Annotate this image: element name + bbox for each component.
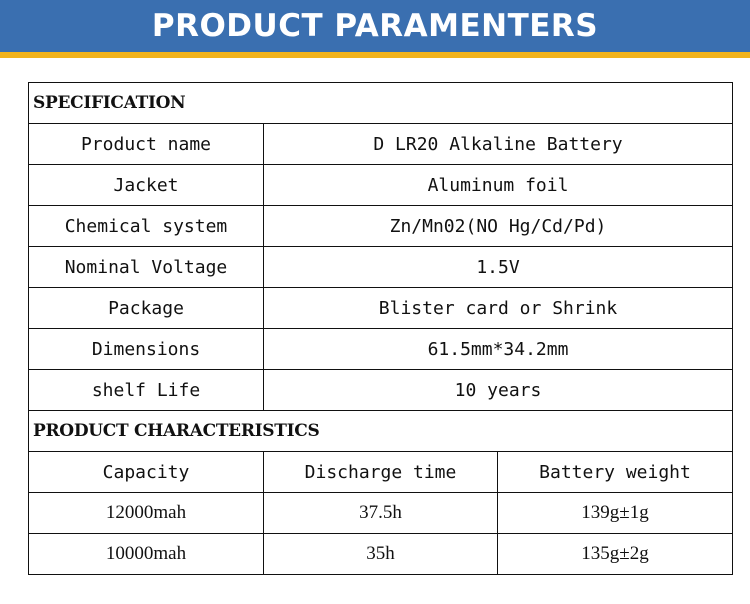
spec-value: D LR20 Alkaline Battery [264, 124, 733, 165]
spec-value: 61.5mm*34.2mm [264, 329, 733, 370]
table-row [29, 247, 733, 288]
spec-label: Dimensions [29, 329, 264, 370]
capacity-cell: 10000mah [29, 534, 264, 575]
battery-weight-cell: 135g±2g [498, 534, 733, 575]
column-header-battery-weight: Battery weight [498, 452, 733, 493]
table-row [29, 288, 733, 329]
discharge-time-cell: 35h [264, 534, 498, 575]
header-accent-stripe [0, 52, 750, 58]
table-row [29, 329, 733, 370]
section-header-row [29, 411, 733, 452]
header-banner [0, 0, 750, 52]
spec-label: Chemical system [29, 206, 264, 247]
table-row [29, 165, 733, 206]
section-header-row [29, 83, 733, 124]
battery-weight-cell: 139g±1g [498, 493, 733, 534]
table-row [29, 206, 733, 247]
table-row [29, 493, 733, 534]
characteristics-heading: PRODUCT CHARACTERISTICS [29, 411, 733, 452]
column-header-capacity: Capacity [29, 452, 264, 493]
column-header-discharge-time: Discharge time [264, 452, 498, 493]
product-parameters-table [28, 82, 733, 575]
column-header-row [29, 452, 733, 493]
spec-label: Nominal Voltage [29, 247, 264, 288]
spec-label: Jacket [29, 165, 264, 206]
spec-value: 10 years [264, 370, 733, 411]
spec-value: 1.5V [264, 247, 733, 288]
spec-label: Product name [29, 124, 264, 165]
page-title: PRODUCT PARAMENTERS [151, 8, 599, 44]
spec-value: Blister card or Shrink [264, 288, 733, 329]
specification-heading: SPECIFICATION [29, 83, 733, 124]
spec-label: Package [29, 288, 264, 329]
table-row [29, 124, 733, 165]
spec-value: Zn/Mn02(NO Hg/Cd/Pd) [264, 206, 733, 247]
spec-label: shelf Life [29, 370, 264, 411]
table-row [29, 534, 733, 575]
discharge-time-cell: 37.5h [264, 493, 498, 534]
capacity-cell: 12000mah [29, 493, 264, 534]
table-row [29, 370, 733, 411]
spec-value: Aluminum foil [264, 165, 733, 206]
